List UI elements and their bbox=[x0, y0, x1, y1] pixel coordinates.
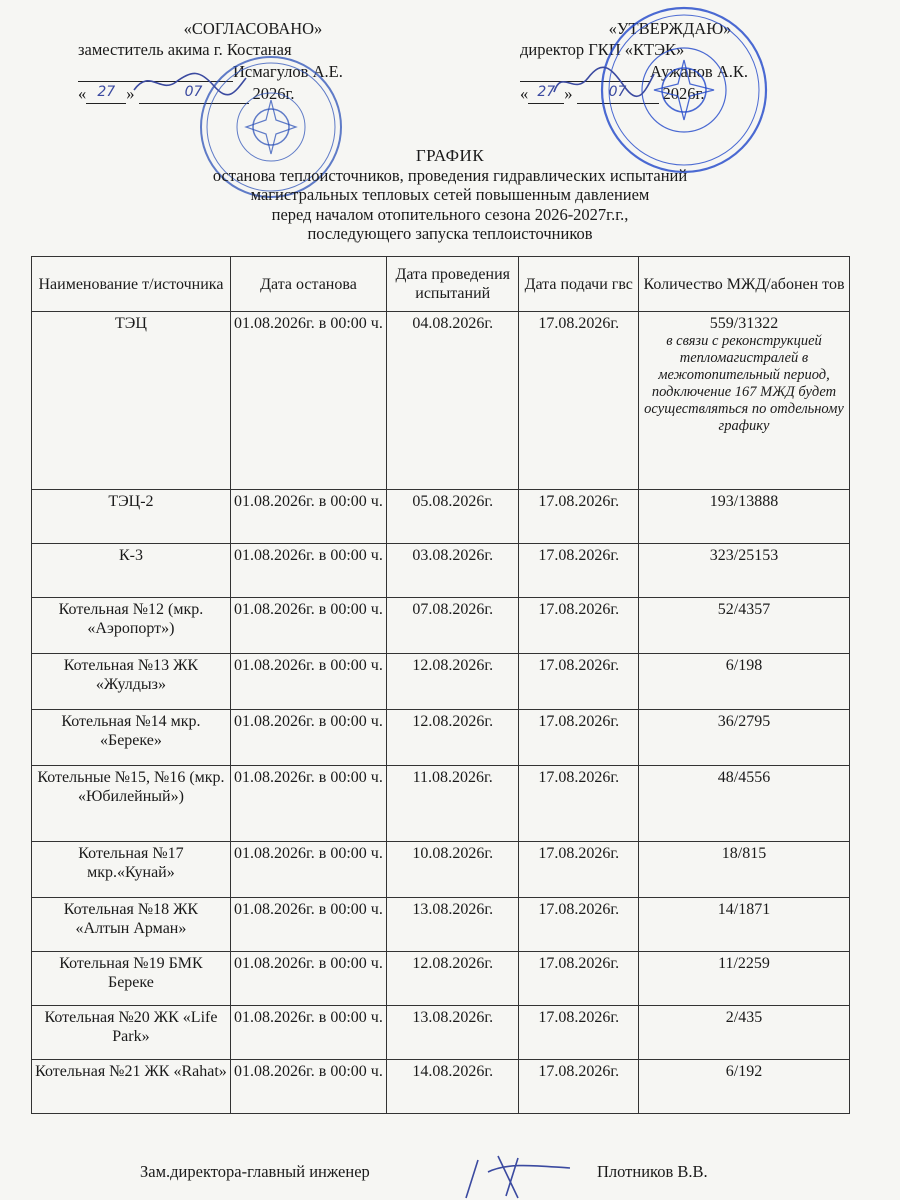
row-count-cell bbox=[639, 710, 850, 766]
row-stop-date-cell bbox=[230, 842, 386, 898]
row-hot-water-date-cell bbox=[519, 766, 639, 842]
row-stop-date-cell bbox=[230, 1006, 386, 1060]
row-hot-water-date-cell bbox=[519, 1006, 639, 1060]
row-source-cell bbox=[32, 952, 231, 1006]
row-test-date-text: 12.08.2026г. bbox=[412, 713, 494, 730]
approval-block-agreed bbox=[78, 18, 408, 104]
row-source-text: Котельная №20 ЖК «Life Park» bbox=[44, 1009, 218, 1045]
approval-block-approved bbox=[520, 18, 820, 104]
table-row bbox=[32, 654, 850, 710]
row-hot-water-date-cell bbox=[519, 490, 639, 544]
row-source-cell bbox=[32, 544, 231, 598]
row-count-cell bbox=[639, 490, 850, 544]
row-count-cell bbox=[639, 312, 850, 490]
agreed-heading: «СОГЛАСОВАНО» bbox=[183, 19, 323, 38]
row-test-date-text: 11.08.2026г. bbox=[412, 769, 493, 786]
title-line: магистральных тепловых сетей повышенным давлением bbox=[250, 185, 650, 204]
row-stop-date-text: 01.08.2026г. в 00:00 ч. bbox=[234, 845, 383, 862]
row-source-cell bbox=[32, 898, 231, 952]
table-row bbox=[32, 710, 850, 766]
row-test-date-cell bbox=[387, 312, 519, 490]
row-test-date-cell bbox=[387, 952, 519, 1006]
row-source-cell bbox=[32, 490, 231, 544]
row-stop-date-text: 01.08.2026г. в 00:00 ч. bbox=[234, 601, 383, 618]
header-count: Количество МЖД/абонен тов bbox=[639, 257, 850, 312]
header-stop-date: Дата останова bbox=[230, 257, 386, 312]
row-hot-water-date-cell bbox=[519, 1060, 639, 1114]
row-stop-date-cell bbox=[230, 898, 386, 952]
row-stop-date-text: 01.08.2026г. в 00:00 ч. bbox=[234, 901, 383, 918]
row-count-text: 559/31322 bbox=[709, 315, 779, 332]
row-count-cell bbox=[639, 952, 850, 1006]
title-line: последующего запуска теплоисточников bbox=[307, 224, 593, 243]
row-hot-water-date-cell bbox=[519, 710, 639, 766]
row-hot-water-date-text: 17.08.2026г. bbox=[538, 769, 620, 786]
table-row bbox=[32, 598, 850, 654]
signature-blank bbox=[78, 60, 233, 82]
row-stop-date-cell bbox=[230, 312, 386, 490]
row-count-cell bbox=[639, 544, 850, 598]
row-stop-date-text: 01.08.2026г. в 00:00 ч. bbox=[234, 547, 383, 564]
approved-day: 27 bbox=[528, 82, 564, 104]
row-source-text: Котельная №18 ЖК «Алтын Арман» bbox=[63, 901, 199, 937]
row-count-cell bbox=[639, 766, 850, 842]
row-hot-water-date-cell bbox=[519, 952, 639, 1006]
row-hot-water-date-text: 17.08.2026г. bbox=[538, 493, 620, 510]
row-count-cell bbox=[639, 1060, 850, 1114]
row-test-date-text: 07.08.2026г. bbox=[412, 601, 494, 618]
row-stop-date-text: 01.08.2026г. в 00:00 ч. bbox=[234, 713, 383, 730]
row-count-cell bbox=[639, 654, 850, 710]
row-stop-date-text: 01.08.2026г. в 00:00 ч. bbox=[234, 493, 383, 510]
row-count-text: 6/192 bbox=[725, 1063, 763, 1080]
row-test-date-text: 03.08.2026г. bbox=[412, 547, 494, 564]
row-test-date-text: 13.08.2026г. bbox=[412, 1009, 494, 1026]
row-stop-date-cell bbox=[230, 1060, 386, 1114]
approved-month: 07 bbox=[577, 82, 659, 104]
row-test-date-cell bbox=[387, 1060, 519, 1114]
row-test-date-cell bbox=[387, 766, 519, 842]
header-hot-water-date: Дата подачи гвс bbox=[519, 257, 639, 312]
row-count-cell bbox=[639, 842, 850, 898]
row-stop-date-cell bbox=[230, 490, 386, 544]
row-source-text: ТЭЦ-2 bbox=[108, 493, 154, 510]
row-count-text: 18/815 bbox=[721, 845, 767, 862]
row-test-date-cell bbox=[387, 598, 519, 654]
row-source-text: Котельная №12 (мкр. «Аэропорт») bbox=[58, 601, 204, 637]
row-source-text: Котельная №19 БМК Береке bbox=[59, 955, 203, 991]
approved-name: Аужанов А.К. bbox=[650, 62, 749, 81]
signature-footer-handwritten bbox=[458, 1148, 578, 1200]
row-source-text: Котельные №15, №16 (мкр. «Юбилейный») bbox=[37, 769, 225, 805]
row-stop-date-cell bbox=[230, 544, 386, 598]
row-test-date-cell bbox=[387, 1006, 519, 1060]
agreed-year: 2026г. bbox=[252, 84, 295, 103]
table-row bbox=[32, 1060, 850, 1114]
row-test-date-cell bbox=[387, 490, 519, 544]
row-hot-water-date-text: 17.08.2026г. bbox=[538, 955, 620, 972]
row-test-date-text: 05.08.2026г. bbox=[412, 493, 494, 510]
approved-year: 2026г. bbox=[662, 84, 705, 103]
row-hot-water-date-text: 17.08.2026г. bbox=[538, 315, 620, 332]
row-stop-date-cell bbox=[230, 952, 386, 1006]
row-hot-water-date-text: 17.08.2026г. bbox=[538, 547, 620, 564]
row-count-text: 52/4357 bbox=[717, 601, 771, 618]
row-count-text: 48/4556 bbox=[717, 769, 771, 786]
row-test-date-cell bbox=[387, 654, 519, 710]
row-count-text: 36/2795 bbox=[717, 713, 771, 730]
row-source-text: Котельная №14 мкр. «Береке» bbox=[61, 713, 201, 749]
header-source: Наименование т/источника bbox=[32, 257, 231, 312]
approved-date bbox=[520, 82, 820, 104]
row-source-cell bbox=[32, 710, 231, 766]
table-row bbox=[32, 766, 850, 842]
table-row bbox=[32, 952, 850, 1006]
agreed-position: заместитель акима г. Костаная bbox=[78, 40, 292, 59]
row-source-cell bbox=[32, 1006, 231, 1060]
row-test-date-cell bbox=[387, 898, 519, 952]
row-count-cell bbox=[639, 598, 850, 654]
document-title bbox=[0, 146, 900, 244]
row-test-date-cell bbox=[387, 710, 519, 766]
approved-position: директор ГКП «КТЭК» bbox=[520, 40, 685, 59]
agreed-date bbox=[78, 82, 408, 104]
row-hot-water-date-cell bbox=[519, 898, 639, 952]
quote-close: » bbox=[126, 84, 135, 103]
row-source-text: ТЭЦ bbox=[115, 315, 147, 332]
agreed-month: 07 bbox=[139, 82, 249, 104]
row-source-text: Котельная №17 мкр.«Кунай» bbox=[78, 845, 184, 881]
approved-signature-line bbox=[520, 60, 820, 82]
row-source-cell bbox=[32, 312, 231, 490]
row-stop-date-text: 01.08.2026г. в 00:00 ч. bbox=[234, 955, 383, 972]
row-source-cell bbox=[32, 842, 231, 898]
row-test-date-text: 12.08.2026г. bbox=[412, 657, 494, 674]
table-row bbox=[32, 842, 850, 898]
agreed-name: Исмагулов А.Е. bbox=[233, 62, 343, 81]
row-count-text: 2/435 bbox=[725, 1009, 763, 1026]
row-stop-date-cell bbox=[230, 598, 386, 654]
schedule-table bbox=[31, 256, 850, 1114]
row-source-cell bbox=[32, 598, 231, 654]
row-hot-water-date-text: 17.08.2026г. bbox=[538, 713, 620, 730]
row-hot-water-date-text: 17.08.2026г. bbox=[538, 1009, 620, 1026]
row-hot-water-date-text: 17.08.2026г. bbox=[538, 601, 620, 618]
title-heading: ГРАФИК bbox=[415, 146, 485, 165]
row-count-cell bbox=[639, 898, 850, 952]
row-source-cell bbox=[32, 1060, 231, 1114]
row-count-text: 323/25153 bbox=[709, 547, 779, 564]
row-count-text: 193/13888 bbox=[709, 493, 779, 510]
row-hot-water-date-cell bbox=[519, 312, 639, 490]
row-stop-date-text: 01.08.2026г. в 00:00 ч. bbox=[234, 315, 383, 332]
row-test-date-text: 04.08.2026г. bbox=[412, 315, 494, 332]
row-source-text: Котельная №13 ЖК «Жулдыз» bbox=[63, 657, 199, 693]
table-row bbox=[32, 490, 850, 544]
agreed-signature-line bbox=[78, 60, 408, 82]
row-test-date-text: 12.08.2026г. bbox=[412, 955, 494, 972]
row-stop-date-cell bbox=[230, 766, 386, 842]
row-test-date-cell bbox=[387, 544, 519, 598]
row-stop-date-cell bbox=[230, 710, 386, 766]
title-line: останова теплоисточников, проведения гидравлических испытаний bbox=[212, 165, 688, 185]
row-count-text: 11/2259 bbox=[718, 955, 770, 972]
quote-open: « bbox=[520, 84, 529, 103]
row-source-text: К-3 bbox=[118, 547, 143, 564]
table-row bbox=[32, 544, 850, 598]
row-hot-water-date-text: 17.08.2026г. bbox=[538, 1063, 620, 1080]
row-hot-water-date-text: 17.08.2026г. bbox=[538, 845, 620, 862]
row-hot-water-date-cell bbox=[519, 654, 639, 710]
row-source-cell bbox=[32, 654, 231, 710]
table-header-row bbox=[32, 257, 850, 312]
signature-blank bbox=[520, 60, 650, 82]
row-test-date-cell bbox=[387, 842, 519, 898]
table-row bbox=[32, 1006, 850, 1060]
row-test-date-text: 14.08.2026г. bbox=[412, 1063, 494, 1080]
row-count-text: 6/198 bbox=[725, 657, 763, 674]
row-source-cell bbox=[32, 766, 231, 842]
row-hot-water-date-cell bbox=[519, 544, 639, 598]
row-stop-date-text: 01.08.2026г. в 00:00 ч. bbox=[234, 1063, 383, 1080]
footer-name: Плотников В.В. bbox=[597, 1162, 708, 1181]
row-hot-water-date-cell bbox=[519, 598, 639, 654]
row-stop-date-text: 01.08.2026г. в 00:00 ч. bbox=[234, 769, 383, 786]
title-line: перед началом отопительного сезона 2026-2027г.г., bbox=[271, 204, 629, 224]
row-stop-date-text: 01.08.2026г. в 00:00 ч. bbox=[234, 657, 383, 674]
footer-position: Зам.директора-главный инженер bbox=[140, 1162, 370, 1181]
row-note-text: в связи с реконструкцией тепломагистралей в межотопительный период, подключение 167 МЖД будет осуществляться по отдельному графику bbox=[644, 333, 844, 434]
row-count-text: 14/1871 bbox=[717, 901, 771, 918]
row-hot-water-date-text: 17.08.2026г. bbox=[538, 657, 620, 674]
approved-heading: «УТВЕРЖДАЮ» bbox=[608, 19, 732, 38]
quote-open: « bbox=[78, 84, 87, 103]
header-test-date: Дата проведения испытаний bbox=[387, 257, 519, 312]
row-test-date-text: 10.08.2026г. bbox=[412, 845, 494, 862]
table-row bbox=[32, 898, 850, 952]
row-count-cell bbox=[639, 1006, 850, 1060]
row-stop-date-text: 01.08.2026г. в 00:00 ч. bbox=[234, 1009, 383, 1026]
table-row bbox=[32, 312, 850, 490]
row-hot-water-date-cell bbox=[519, 842, 639, 898]
quote-close: » bbox=[564, 84, 573, 103]
row-source-text: Котельная №21 ЖК «Rahat» bbox=[35, 1063, 227, 1080]
agreed-day: 27 bbox=[86, 82, 126, 104]
row-test-date-text: 13.08.2026г. bbox=[412, 901, 494, 918]
row-stop-date-cell bbox=[230, 654, 386, 710]
row-hot-water-date-text: 17.08.2026г. bbox=[538, 901, 620, 918]
